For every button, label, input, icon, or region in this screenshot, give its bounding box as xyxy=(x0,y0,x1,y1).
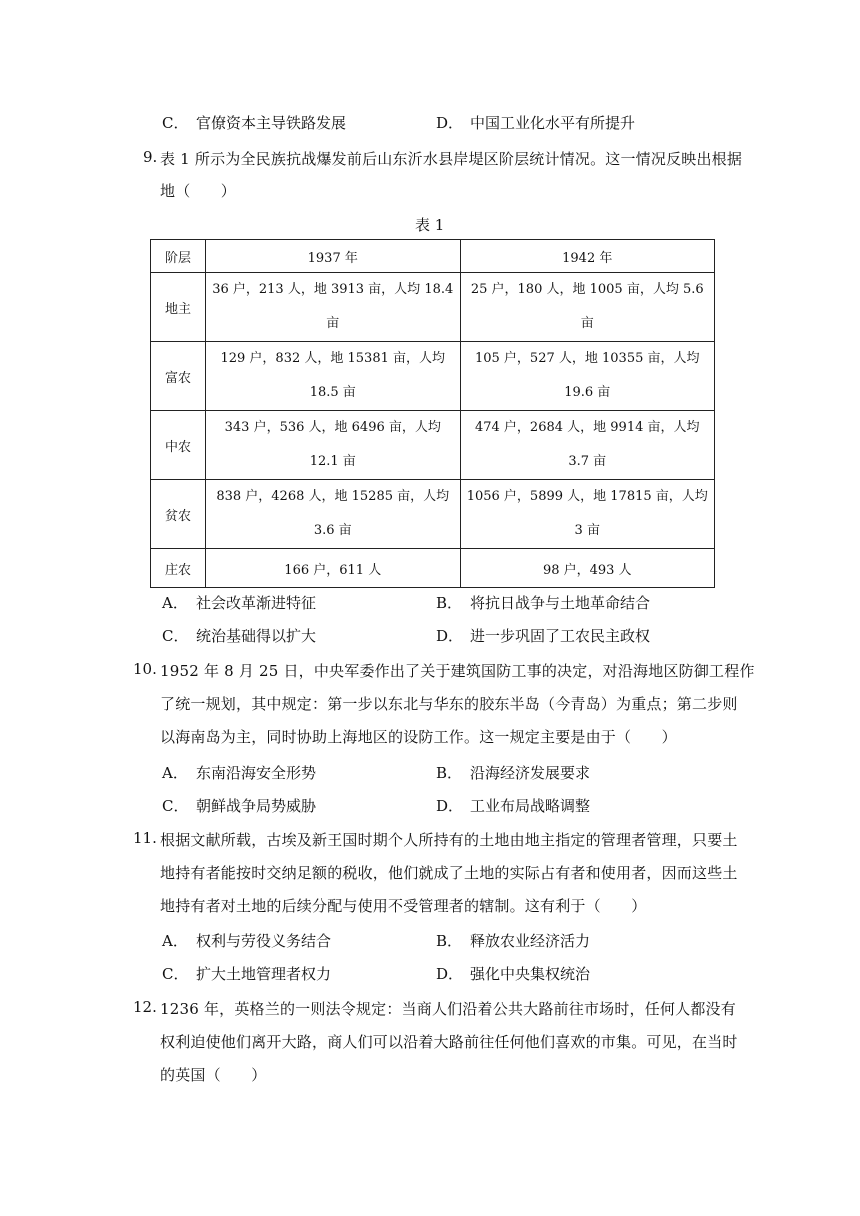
option-text: 强化中央集权统治 xyxy=(470,965,591,983)
table-row xyxy=(151,273,715,342)
question-number: 11. xyxy=(133,829,157,847)
option-letter: B． xyxy=(436,932,463,950)
option-letter: D． xyxy=(436,965,464,983)
option-letter: D． xyxy=(436,797,464,815)
table-row xyxy=(151,411,715,480)
q9-option-d xyxy=(436,625,650,646)
question-stem: 1952 年 8 月 25 日，中央军委作出了关于建筑国防工事的决定，对沿海地区防御工程作 xyxy=(160,662,755,680)
table-cell: 105 户，527 人，地 10355 亩，人均 19.6 亩 xyxy=(460,342,715,411)
class-statistics-table xyxy=(150,239,715,588)
option-letter: A． xyxy=(162,594,188,612)
option-text: 沿海经济发展要求 xyxy=(470,764,591,782)
question-stem: 了统一规划，其中规定：第一步以东北与华东的胶东半岛（今青岛）为重点；第二步则 xyxy=(160,695,738,713)
table-row xyxy=(151,549,715,588)
option-letter: C． xyxy=(162,965,189,983)
option-letter: B． xyxy=(436,594,463,612)
question-stem: 地持有者能按时交纳足额的税收，他们就成了土地的实际占有者和使用者，因而这些土 xyxy=(160,864,738,882)
option-text: 朝鲜战争局势威胁 xyxy=(196,797,317,815)
option-text: 社会改革渐进特征 xyxy=(196,594,317,612)
table-cell-level: 中农 xyxy=(151,411,206,480)
table-cell-level: 贫农 xyxy=(151,480,206,549)
table-row xyxy=(151,480,715,549)
table-cell: 838 户，4268 人，地 15285 亩，人均 3.6 亩 xyxy=(206,480,461,549)
option-text: 东南沿海安全形势 xyxy=(196,764,317,782)
question-stem: 表 1 所示为全民族抗战爆发前后山东沂水县岸堤区阶层统计情况。这一情况反映出根据 xyxy=(160,150,743,168)
q11-option-a xyxy=(162,930,331,951)
q10-option-b xyxy=(436,762,590,783)
q8-option-c xyxy=(162,112,346,133)
question-number: 12. xyxy=(133,998,157,1016)
table-cell-level: 富农 xyxy=(151,342,206,411)
question-stem: 以海南岛为主，同时协助上海地区的设防工作。这一规定主要是由于（ ） xyxy=(160,728,677,746)
question-stem: 地持有者对土地的后续分配与使用不受管理者的辖制。这有利于（ ） xyxy=(160,897,647,915)
q10-option-c xyxy=(162,795,316,816)
option-text: 扩大土地管理者权力 xyxy=(196,965,332,983)
q11-option-c xyxy=(162,963,331,984)
question-stem: 权利迫使他们离开大路，商人们可以沿着大路前往任何他们喜欢的市集。可见，在当时 xyxy=(160,1033,738,1051)
option-letter: D． xyxy=(436,114,464,132)
question-number: 10. xyxy=(133,660,157,678)
table-cell-level: 地主 xyxy=(151,273,206,342)
option-text: 中国工业化水平有所提升 xyxy=(470,114,636,132)
table-row xyxy=(151,342,715,411)
table-cell: 343 户，536 人，地 6496 亩，人均 12.1 亩 xyxy=(206,411,461,480)
table-title: 表 1 xyxy=(415,216,445,234)
table-cell-level: 庄农 xyxy=(151,549,206,588)
question-stem: 根据文献所载，古埃及新王国时期个人所持有的土地由地主指定的管理者管理，只要土 xyxy=(160,831,738,849)
option-letter: C． xyxy=(162,114,189,132)
option-text: 官僚资本主导铁路发展 xyxy=(196,114,347,132)
q10-option-a xyxy=(162,762,316,783)
q9-option-c xyxy=(162,625,316,646)
option-letter: C． xyxy=(162,797,189,815)
option-text: 统治基础得以扩大 xyxy=(196,627,317,645)
q8-option-d xyxy=(436,112,635,133)
question-stem: 的英国（ ） xyxy=(160,1066,267,1084)
option-letter: D． xyxy=(436,627,464,645)
table-cell: 25 户，180 人，地 1005 亩，人均 5.6 亩 xyxy=(460,273,715,342)
table-header: 1942 年 xyxy=(460,240,715,273)
option-text: 权利与劳役义务结合 xyxy=(196,932,332,950)
table-header: 1937 年 xyxy=(206,240,461,273)
table-cell: 98 户，493 人 xyxy=(460,549,715,588)
q11-option-b xyxy=(436,930,590,951)
question-number: 9. xyxy=(143,148,158,166)
option-text: 释放农业经济活力 xyxy=(470,932,591,950)
table-header: 阶层 xyxy=(151,240,206,273)
table-cell: 474 户，2684 人，地 9914 亩，人均 3.7 亩 xyxy=(460,411,715,480)
question-stem: 地（ ） xyxy=(160,182,237,200)
table-cell: 166 户，611 人 xyxy=(206,549,461,588)
q10-option-d xyxy=(436,795,590,816)
table-cell: 1056 户，5899 人，地 17815 亩，人均 3 亩 xyxy=(460,480,715,549)
table-cell: 36 户，213 人，地 3913 亩，人均 18.4 亩 xyxy=(206,273,461,342)
table-header-row xyxy=(151,240,715,273)
q11-option-d xyxy=(436,963,590,984)
question-stem: 1236 年，英格兰的一则法令规定：当商人们沿着公共大路前往市场时，任何人都没有 xyxy=(160,1000,736,1018)
table-cell: 129 户，832 人，地 15381 亩，人均 18.5 亩 xyxy=(206,342,461,411)
option-letter: B． xyxy=(436,764,463,782)
option-text: 进一步巩固了工农民主政权 xyxy=(470,627,651,645)
option-letter: C． xyxy=(162,627,189,645)
option-text: 工业布局战略调整 xyxy=(470,797,591,815)
q9-option-b xyxy=(436,592,650,613)
q9-option-a xyxy=(162,592,316,613)
option-letter: A． xyxy=(162,764,188,782)
option-letter: A． xyxy=(162,932,188,950)
option-text: 将抗日战争与土地革命结合 xyxy=(470,594,651,612)
